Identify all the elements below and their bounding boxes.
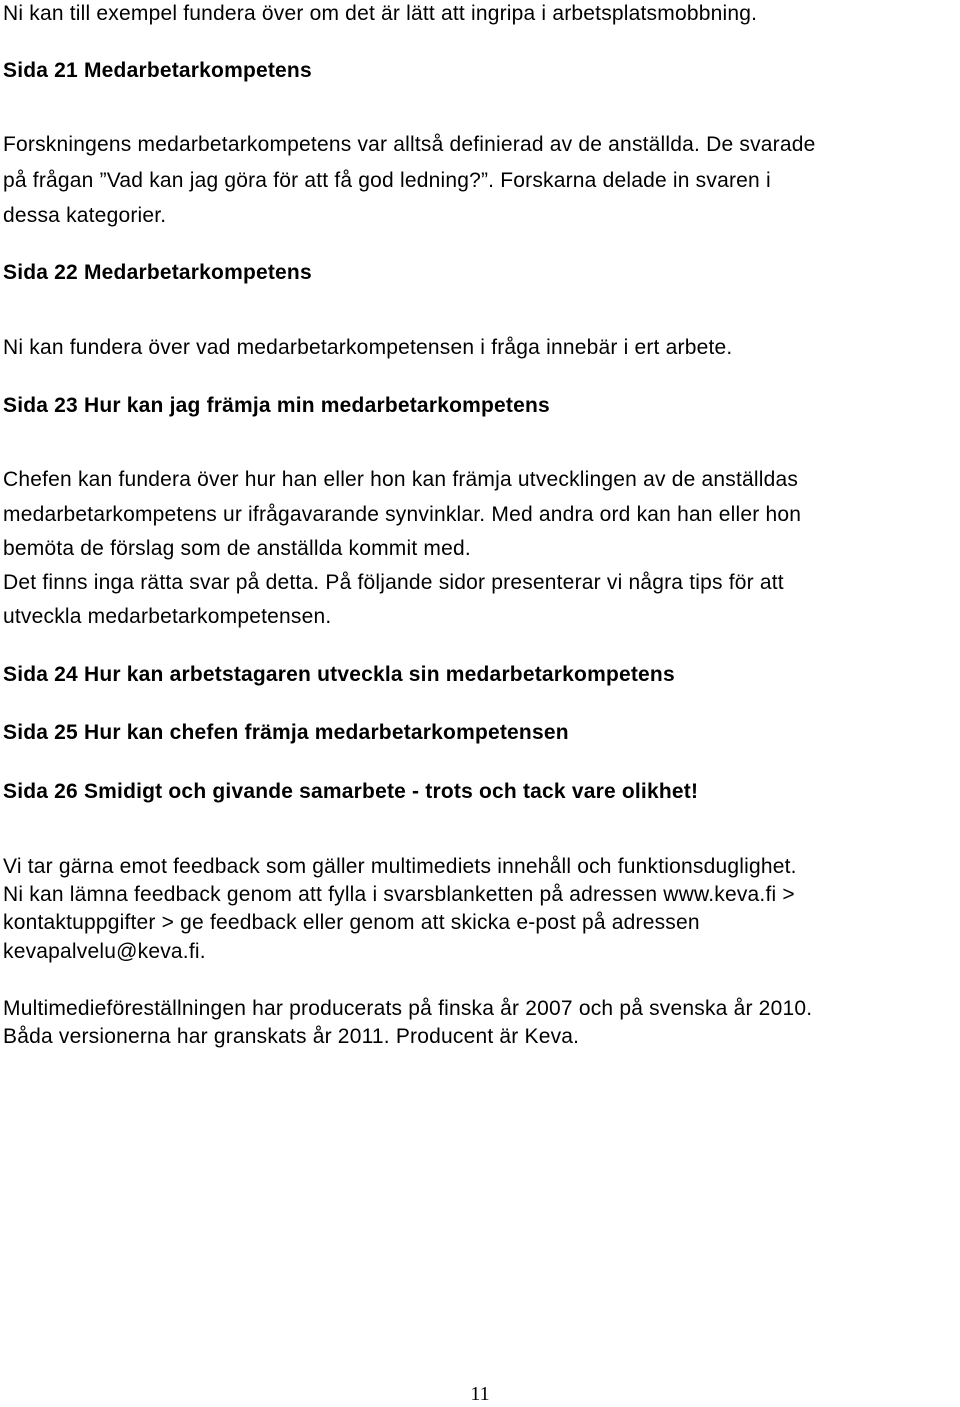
intro-text: Ni kan till exempel fundera över om det är lätt att ingripa i arbetsplatsmobbning. (3, 2, 758, 25)
s23-line-5: utveckla medarbetarkompetensen. (3, 605, 332, 628)
page-number: 11 (470, 1383, 490, 1405)
production-line-1: Multimedieföreställningen har producerats på finska år 2007 och på svenska år 2010. (3, 997, 813, 1020)
heading-sida-22: Sida 22 Medarbetarkompetens (3, 261, 312, 284)
s23-line-4: Det finns inga rätta svar på detta. På följande sidor presenterar vi några tips för att (3, 571, 784, 594)
feedback-line-3: kontaktuppgifter > ge feedback eller genom att skicka e-post på adressen (3, 911, 700, 934)
heading-sida-26: Sida 26 Smidigt och givande samarbete - trots och tack vare olikhet! (3, 780, 699, 803)
heading-sida-25: Sida 25 Hur kan chefen främja medarbetarkompetensen (3, 721, 569, 744)
heading-sida-23: Sida 23 Hur kan jag främja min medarbetarkompetens (3, 394, 550, 417)
s21-line-3: dessa kategorier. (3, 204, 167, 227)
heading-sida-21: Sida 21 Medarbetarkompetens (3, 59, 312, 82)
feedback-line-2: Ni kan lämna feedback genom att fylla i svarsblanketten på adressen www.keva.fi > (3, 883, 795, 906)
production-line-2: Båda versionerna har granskats år 2011. Producent är Keva. (3, 1025, 580, 1048)
heading-sida-24: Sida 24 Hur kan arbetstagaren utveckla sin medarbetarkompetens (3, 663, 675, 686)
feedback-line-4: kevapalvelu@keva.fi. (3, 940, 206, 963)
s23-line-2: medarbetarkompetens ur ifrågavarande synvinklar. Med andra ord kan han eller hon (3, 503, 802, 526)
s21-line-2: på frågan ”Vad kan jag göra för att få god ledning?”. Forskarna delade in svaren i (3, 169, 771, 192)
feedback-line-1: Vi tar gärna emot feedback som gäller multimediets innehåll och funktionsduglighet. (3, 855, 797, 878)
s22-line-1: Ni kan fundera över vad medarbetarkompetensen i fråga innebär i ert arbete. (3, 336, 733, 359)
s21-line-1: Forskningens medarbetarkompetens var alltså definierad av de anställda. De svarade (3, 133, 816, 156)
s23-line-3: bemöta de förslag som de anställda kommit med. (3, 537, 471, 560)
s23-line-1: Chefen kan fundera över hur han eller hon kan främja utvecklingen av de anställdas (3, 468, 799, 491)
